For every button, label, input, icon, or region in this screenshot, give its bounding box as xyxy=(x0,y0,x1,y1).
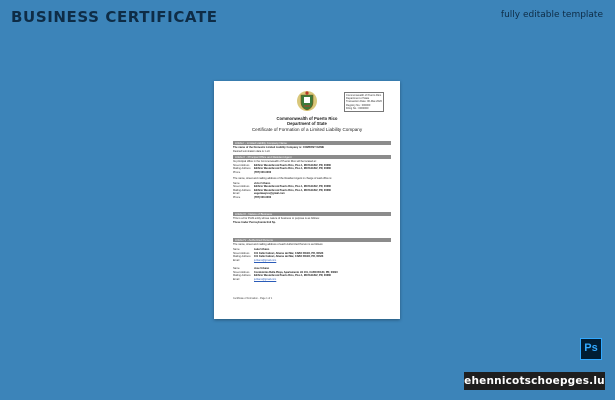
field-label: Mailing Address xyxy=(233,255,251,258)
field-value: Edificio Westerbrook Puerto Rico, Piso 1, MAYAGUEZ, PR, 00680 xyxy=(254,163,331,167)
document-footnote: Certificate of Formation - Page 1 of 1 xyxy=(233,297,273,300)
termination-line: Desired termination date is: LLC xyxy=(233,149,271,153)
certificate-department: Department of State xyxy=(287,121,327,126)
field-label: Mailing Address xyxy=(233,167,251,170)
certificate-document xyxy=(214,81,400,319)
field-value: Luke Urbano xyxy=(254,248,270,251)
page-title: BUSINESS CERTIFICATE xyxy=(11,8,218,26)
email-link[interactable]: jurbano@gmail.com xyxy=(254,277,277,281)
agent-intro: The name, street and mailing address of the Resident Agent in charge of said office is: xyxy=(233,177,333,180)
field-value: Jose Urbano xyxy=(254,267,270,270)
field-value: 101 Calle Cabrari, Alturas del Mar, CABO ROJO, PR, 00623 xyxy=(254,251,324,255)
field-value: victor Urbano xyxy=(254,181,271,185)
section-heading-business: Article III - Nature of Business xyxy=(233,212,391,216)
field-value: Edificio Westerbrook Puerto Rico, Piso 1, MAYAGUEZ, PR, 00680 xyxy=(254,188,331,192)
field-label: Street Address xyxy=(233,251,250,255)
field-value: Edificio Westerbrook Puerto Rico, Piso 1, MAYAGUEZ, PR, 00680 xyxy=(254,185,331,188)
field-label: Mailing Address xyxy=(233,188,251,192)
field-label: Phone xyxy=(233,170,241,174)
field-label: Street Address xyxy=(233,270,250,274)
field-label: Email xyxy=(233,277,240,281)
office-intro: Its principal office in the Commonwealth of Puerto Rico will be located at: xyxy=(233,159,317,163)
persons-intro: The name, street and mailing address of each Authorized Person is as follows: xyxy=(233,243,324,246)
field-label: Email xyxy=(233,192,240,195)
field-value: 101 Calle Cabrari, Alturas del Mar, CABO ROJO, PR, 00623 xyxy=(254,255,324,258)
company-name-line: The name of the Domestic Limited Liability Company is: COMPANY NAME xyxy=(233,146,325,149)
field-label: Email xyxy=(233,258,240,262)
field-value: Edificio Westerbrook Puerto Rico, Piso 1, MAYAGUEZ, PR, 00680 xyxy=(254,167,331,170)
business-intro: This is a For Profit entity whose nature of business or purpose is as follows: xyxy=(233,217,320,220)
field-value: Condominio Bella Playa, Apartamento H1 101, CABO ROJO, PR, 00623 xyxy=(254,270,338,274)
website-badge: ehennicotschoepges.lu xyxy=(464,372,605,390)
field-value: (787) 000-0000 xyxy=(254,170,272,174)
email-link[interactable]: jurbano@gmail.com xyxy=(254,258,277,262)
field-label: Name xyxy=(233,267,240,270)
section-heading-name: Article I - Limited Liability Company Name xyxy=(233,141,391,145)
section-heading-persons: Article IV - Authorized Persons xyxy=(233,238,391,242)
certificate-title: Certificate of Formation of a Limited Liability Company xyxy=(251,126,363,132)
filing-stamp: Commonwealth of Puerto Rico Department of State Transaction Date: 00-Mar-2020 Registry No.: 000000 Filing No.: 0000000 xyxy=(344,92,384,112)
field-label: Phone xyxy=(233,195,241,199)
certificate-issuer: Commonwealth of Puerto Rico xyxy=(276,116,338,121)
business-purpose: These trader Pennsylvania Evil Sp. xyxy=(233,221,276,224)
field-label: Street Address xyxy=(233,185,250,188)
page-subtitle: fully editable template xyxy=(500,10,603,20)
field-label: Name xyxy=(233,248,240,251)
photoshop-icon: Ps xyxy=(580,338,602,360)
field-label: Name xyxy=(233,181,240,185)
field-label: Mailing Address xyxy=(233,274,251,277)
field-value: Edificio Westerbrook Puerto Rico, Piso 1, MAYAGUEZ, PR, 00680 xyxy=(254,274,331,277)
field-value: eugeniaayres@gmail.com xyxy=(254,192,285,195)
coat-of-arms-icon xyxy=(296,90,318,112)
field-value: (787) 000-0000 xyxy=(254,195,272,199)
section-heading-office: Article II - Principal Office and Resident Agent xyxy=(233,155,391,159)
field-label: Street Address xyxy=(233,163,250,167)
